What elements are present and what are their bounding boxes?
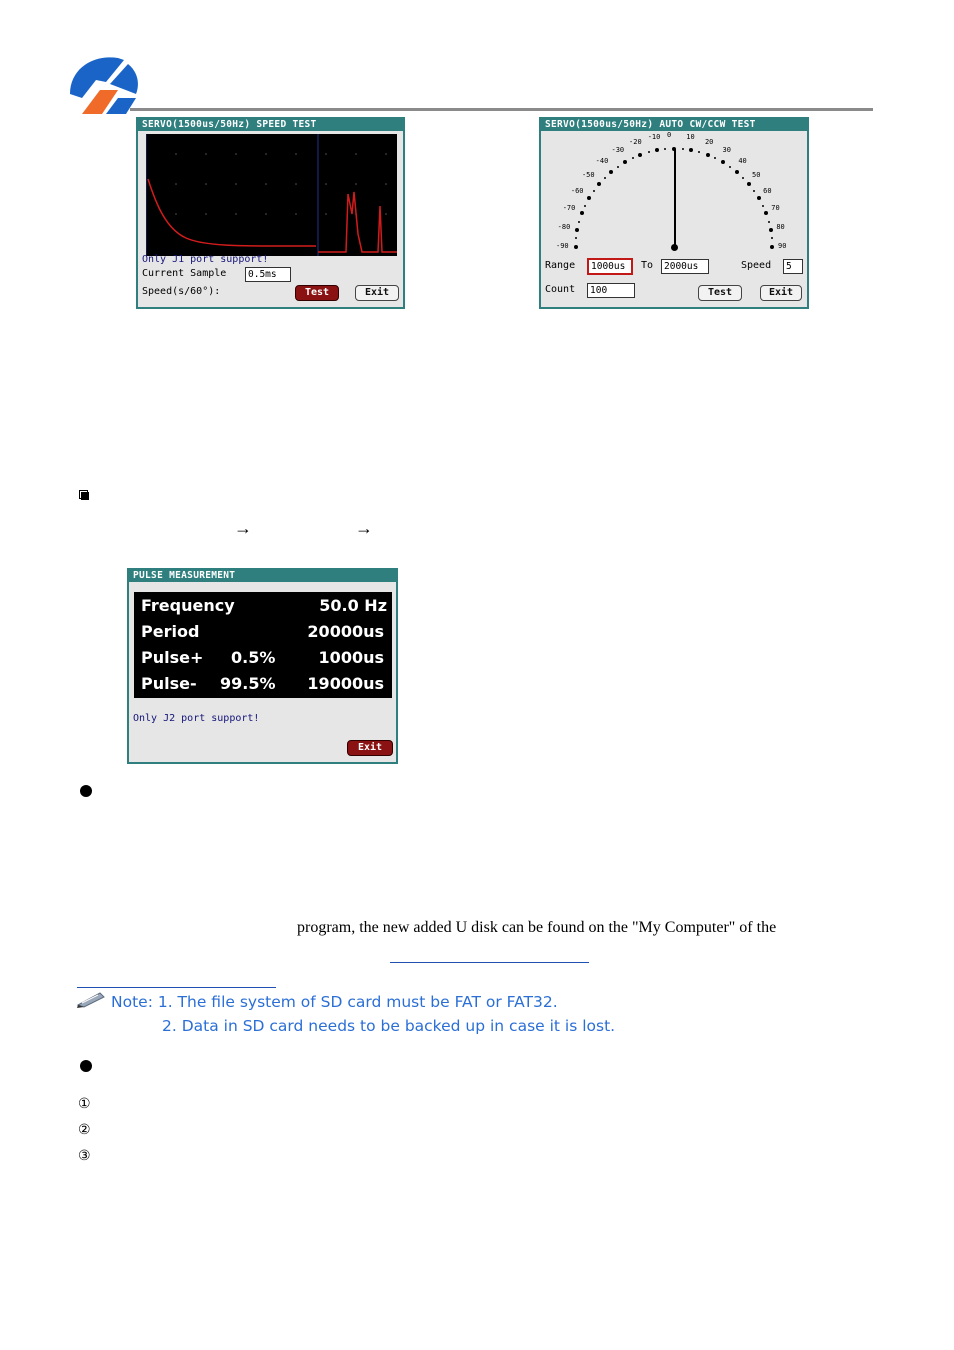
scale-minor-dot [575,237,577,239]
scale-minor-dot [584,205,586,207]
pulse-pos-label: Pulse+ [141,648,204,667]
scale-label: 70 [771,204,780,213]
note-line-1: Note: 1. The file system of SD card must be FAT or FAT32. [111,993,558,1011]
scale-minor-dot [729,166,731,168]
sample-input[interactable]: 0.5ms [245,267,291,282]
sample-label: Current Sample [142,268,227,279]
list-marker: ② [78,1123,91,1138]
scale-minor-dot [768,221,770,223]
range-label: Range [545,260,576,271]
test-button[interactable]: Test [295,285,339,301]
scale-minor-dot [753,190,755,192]
speed-label: Speed [741,260,772,271]
scale-minor-dot [698,151,700,153]
scale-label: 20 [704,137,714,146]
screen-title: PULSE MEASUREMENT [129,570,396,582]
pulse-readout [134,592,392,698]
scale-label: -50 [581,170,595,179]
scale-label: 90 [778,242,787,250]
scale-label: -60 [570,186,584,195]
count-label: Count [545,284,576,295]
pulse-neg-value: 19000us [307,674,384,693]
scale-label: 40 [738,156,747,165]
scale-label: 50 [752,170,761,179]
scale-minor-dot [714,157,716,159]
range-from-input[interactable]: 1000us [587,258,633,275]
scale-minor-dot [632,157,634,159]
gauge-needle [674,149,676,247]
scale-dot [721,160,725,164]
square-bullet [79,490,88,499]
port-note: Only J1 port support! [142,254,269,265]
scale-dot [580,211,584,215]
scale-dot [638,153,642,157]
scale-minor-dot [742,177,744,179]
scale-dot [764,211,768,215]
scale-dot [575,228,579,232]
pulse-pos-percent: 0.5% [231,648,276,667]
company-logo [66,54,142,116]
screen-title: SERVO(1500us/50Hz) SPEED TEST [138,119,403,131]
scale-minor-dot [682,148,684,150]
note-line-2: 2. Data in SD card needs to be backed up in case it is lost. [162,1017,616,1035]
period-label: Period [141,622,200,641]
needle-pivot [671,244,678,251]
pulse-measurement-screen [127,568,398,764]
scale-minor-dot [771,237,773,239]
arrow-right-icon: → [234,518,252,538]
exit-button[interactable]: Exit [355,285,399,301]
range-to-input[interactable]: 2000us [661,259,709,274]
speed-input[interactable]: 5 [783,259,803,274]
note-rule [77,987,276,988]
round-bullet [80,1060,92,1072]
scale-label: -40 [595,156,609,165]
pulse-pos-value: 1000us [318,648,384,667]
scale-minor-dot [578,221,580,223]
scale-label: 60 [763,186,772,195]
scale-dot [623,160,627,164]
angle-gauge [541,119,807,307]
scale-dot [735,170,739,174]
scale-label: 0 [667,131,672,139]
link-underline [390,962,589,963]
scale-dot [770,245,774,249]
scale-minor-dot [617,166,619,168]
frequency-value: 50.0 Hz [319,596,387,615]
body-text: program, the new added U disk can be found on the "My Computer" of the [297,919,777,936]
round-bullet [80,785,92,797]
scale-dot [672,147,676,151]
auto-test-screen [539,117,809,309]
pulse-neg-percent: 99.5% [220,674,276,693]
scale-minor-dot [604,177,606,179]
scale-label: -30 [611,145,625,154]
list-marker: ③ [78,1149,91,1164]
count-input[interactable]: 100 [587,283,635,298]
scale-dot [689,148,693,152]
period-value: 20000us [307,622,384,641]
scale-minor-dot [648,151,650,153]
list-marker: ① [78,1097,91,1112]
speed-label: Speed(s/60°): [142,286,221,297]
scale-label: -90 [556,242,569,250]
exit-button[interactable]: Exit [760,285,802,301]
frequency-label: Frequency [141,596,235,615]
scale-dot [769,228,773,232]
scale-dot [655,148,659,152]
scale-dot [757,196,761,200]
scale-label: -80 [557,222,571,231]
speed-test-screen [136,117,405,309]
scale-dot [587,196,591,200]
scale-minor-dot [762,205,764,207]
exit-button[interactable]: Exit [347,740,393,756]
scale-dot [747,182,751,186]
scale-label: 80 [776,222,785,231]
to-label: To [641,260,654,271]
note-pencil-icon [76,991,106,1009]
scale-label: 10 [686,132,695,141]
arrow-right-icon: → [355,518,373,538]
scale-minor-dot [593,190,595,192]
header-rule [130,108,873,111]
test-button[interactable]: Test [698,285,742,301]
speed-graph [146,134,397,256]
port-note: Only J2 port support! [133,713,260,724]
pulse-neg-label: Pulse- [141,674,197,693]
screen-title: SERVO(1500us/50Hz) AUTO CW/CCW TEST [541,119,807,131]
scale-minor-dot [664,148,666,150]
scale-label: -70 [562,204,576,213]
scale-label: -20 [629,137,642,146]
scale-dot [574,245,578,249]
scale-label: 30 [722,145,731,154]
scale-dot [706,153,710,157]
scale-label: -10 [647,132,661,141]
scale-dot [597,182,601,186]
scale-dot [609,170,613,174]
